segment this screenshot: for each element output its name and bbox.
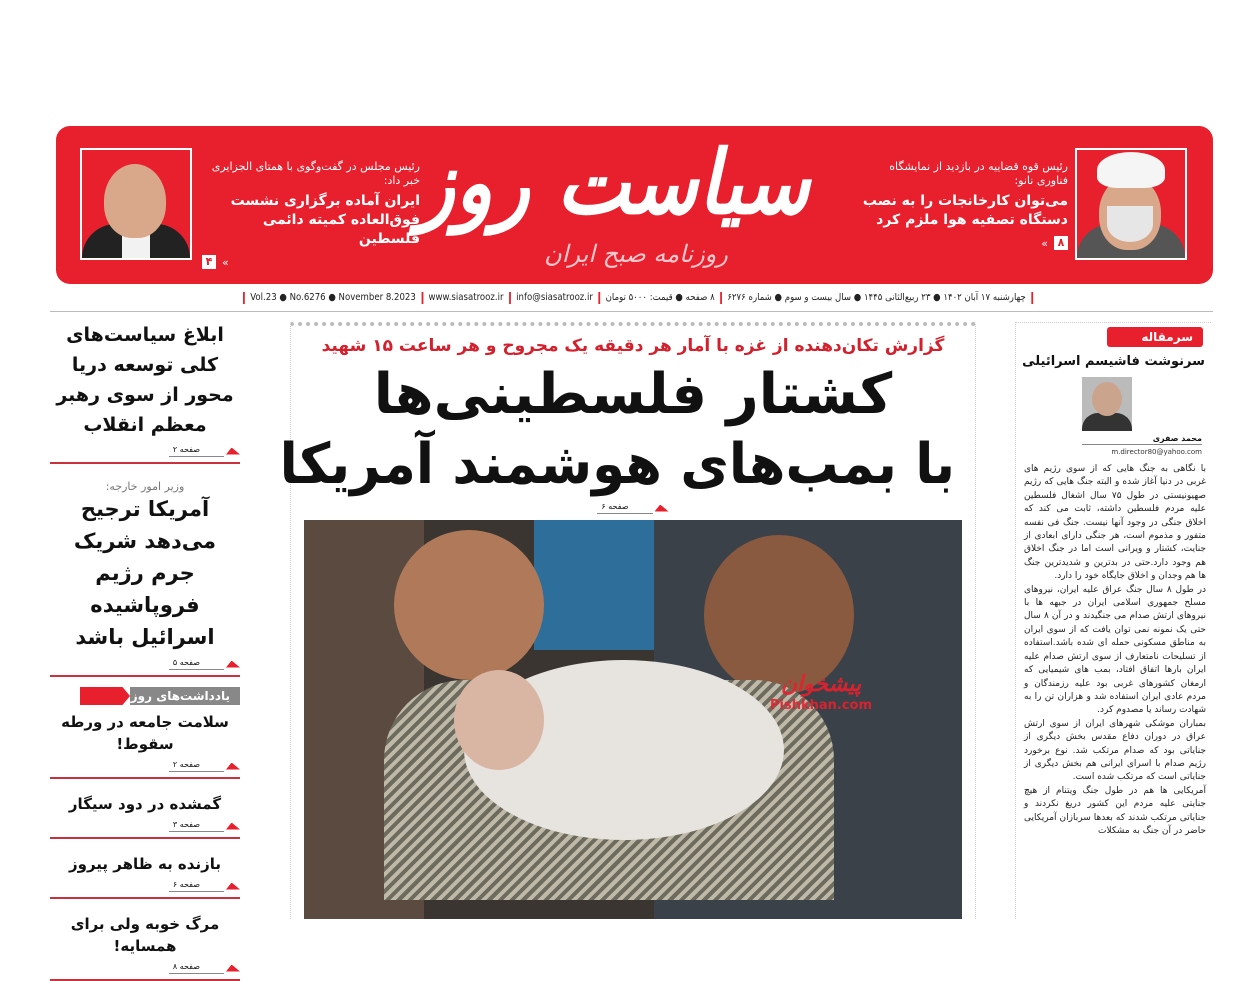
lead-headline-line: با بمب‌های هوشمند آمریکا — [279, 432, 956, 497]
author-name: محمد صفری — [1082, 433, 1202, 445]
website-link[interactable]: www.siasatrooz.ir — [428, 292, 504, 303]
marker-icon — [655, 505, 669, 512]
dateline — [243, 290, 1033, 306]
email-link[interactable]: info@siasatrooz.ir — [516, 292, 593, 303]
persian-date: چهارشنبه ۱۷ آبان ۱۴۰۲ ● ۲۳ ربیع‌الثانی ۱۴۴۵ ● سال بیست و سوم ● شماره ۶۲۷۶ — [727, 292, 1026, 303]
page-ref[interactable]: صفحه ۶ — [50, 880, 240, 899]
logo — [417, 126, 836, 284]
note-headline[interactable]: بازنده به ظاهر پیروز — [69, 855, 221, 873]
editorial-paragraph: آمریکایی ها هم در طول جنگ ویتنام از هیچ جنایتی علیه مردم این کشور دریغ نکردند و جنایاتی مرتکب شدند که بعدها سربازان آمریکایی حاضر در آن جنگ به مشکلات — [1024, 785, 1206, 836]
page-ref[interactable]: صفحه ۵ — [50, 658, 240, 677]
story-kicker: وزیر امور خارجه: — [105, 480, 185, 493]
teaser-kicker: رئیس قوه قضاییه در بازدید از نمایشگاه فناوری نانو: — [889, 160, 1068, 187]
marker-icon — [226, 823, 240, 830]
note-headline[interactable]: گمشده در دود سیگار — [68, 795, 222, 813]
marker-icon — [226, 763, 240, 770]
masthead-banner — [56, 126, 1213, 284]
page-ref[interactable]: صفحه ۸ — [50, 962, 240, 981]
editorial-label: سرمقاله — [1107, 327, 1203, 347]
lead-kicker: گزارش تکان‌دهنده از غزه با آمار هر دقیقه یک مجروح و هر ساعت ۱۵ شهید — [321, 336, 945, 356]
editorial-title[interactable]: سرنوشت فاشیسم اسرائیلی — [1022, 354, 1205, 369]
left-column — [50, 320, 240, 981]
english-date: Vol.23 ● No.6276 ● November 8.2023 — [250, 292, 416, 303]
teaser-title: ایران آماده برگزاری نشست فوق‌العاده کمیته دائمی فلسطین — [230, 193, 420, 247]
price: ۸ صفحه ● قیمت: ۵۰۰۰ تومان — [605, 292, 715, 303]
watermark: پیشخوان Pishkhan.com — [770, 671, 873, 713]
arrow-icon: « — [222, 255, 229, 269]
marker-icon — [226, 883, 240, 890]
speaker-photo — [80, 148, 192, 260]
editorial-paragraph: با نگاهی به جنگ هایی که از سوی رژیم های غربی در دنیا آغاز شده و البته جنگ هایی که رژیم صهیونیستی در طول ۷۵ سال اشغال فلسطین علیه مردم فلسطین داشته، ثابت می کند که اخلاق جنگی در وجود آنها نیست. جنگ فی نفسه متفور و مذموم است، هر جنگی دارای ابعادی از جنایت، کشتار و ویرانی است اما در جنگ اخلاق هم وجود دارد.حتی در بدترین و شدیدترین جنگ ها هم وجدان و اخلاق جایگاه خود را دارد. — [1024, 464, 1206, 582]
lead-photo — [304, 520, 962, 919]
teaser-left[interactable] — [202, 160, 420, 269]
teaser-right[interactable] — [856, 160, 1068, 250]
marker-icon — [226, 661, 240, 668]
author-email: m.director80@yahoo.com — [1111, 448, 1202, 456]
editorial-body — [1024, 463, 1206, 838]
marker-icon — [226, 965, 240, 972]
editorial-column — [1015, 322, 1211, 919]
page-ref[interactable]: صفحه ۲ — [50, 760, 240, 779]
story-headline[interactable]: آمریکا ترجیح می‌دهد شریک جرم رژیم فروپاشیده اسرائیل باشد — [73, 497, 217, 649]
author-photo — [1082, 377, 1132, 431]
note-headline[interactable]: مرگ خوبه ولی برای همسایه! — [70, 915, 220, 955]
logo-name: سیاست روز — [417, 130, 810, 234]
story-headline[interactable]: ابلاغ سیاست‌های کلی توسعه دریا محور از سوی رهبر معظم انقلاب — [56, 324, 234, 436]
logo-tagline: روزنامه صبح ایران — [544, 240, 728, 268]
page-number: ۴ — [202, 255, 216, 269]
page-ref[interactable]: صفحه ۶ — [597, 502, 668, 514]
editorial-paragraph: در طول ۸ سال جنگ عراق علیه ایران، نیروهای مسلح جمهوری اسلامی ایران در جبهه ها با نیروهای ارتش صدام می جنگیدند و در آن ۸ سال حتی یک نمونه نمی توان یافت که از سوی ایران به مناطق مسکونی حمله ای شده باشد.استفاده از تسلیحات نامتعارف از سوی ارتش صدام علیه ایران بارها اتفاق افتاد، بمب های شیمیایی که ارمغان کشورهای غربی بود علیه رزمندگان و مردم عادی ایران استفاده شد و هزاران تن را به شهادت رساند یا مصدوم کرد. — [1024, 584, 1206, 716]
lead-story — [279, 322, 976, 919]
notes-section-header: یادداشت‌های روز — [50, 687, 240, 705]
marker-icon — [226, 448, 240, 455]
teaser-title: می‌توان کارخانجات را به نصب دستگاه تصفیه هوا ملزم کرد — [862, 193, 1068, 228]
arrow-icon: » — [1041, 236, 1048, 250]
teaser-kicker: رئیس مجلس در گفت‌وگوی با همتای الجزایری خبر داد: — [211, 160, 420, 187]
judiciary-chief-photo — [1075, 148, 1187, 260]
lead-headline[interactable] — [279, 360, 975, 500]
page-ref[interactable]: صفحه ۳ — [50, 820, 240, 839]
note-headline[interactable]: سلامت جامعه در ورطه سقوط! — [61, 713, 229, 753]
page-number: ۸ — [1054, 236, 1068, 250]
editorial-paragraph: بمباران موشکی شهرهای ایران از سوی ارتش عراق در دوران دفاع مقدس بخش دیگری از جنایاتی بود که صدام مرتکب شد. نوع برخورد رژیم صدام با اسرای ایرانی هم بخش دیگری از جنایاتی است که مرتکب شده است. — [1024, 718, 1206, 783]
page-ref[interactable]: صفحه ۲ — [50, 445, 240, 464]
lead-headline-line: کشتار فلسطینی‌ها — [373, 362, 893, 427]
divider — [50, 311, 1213, 312]
